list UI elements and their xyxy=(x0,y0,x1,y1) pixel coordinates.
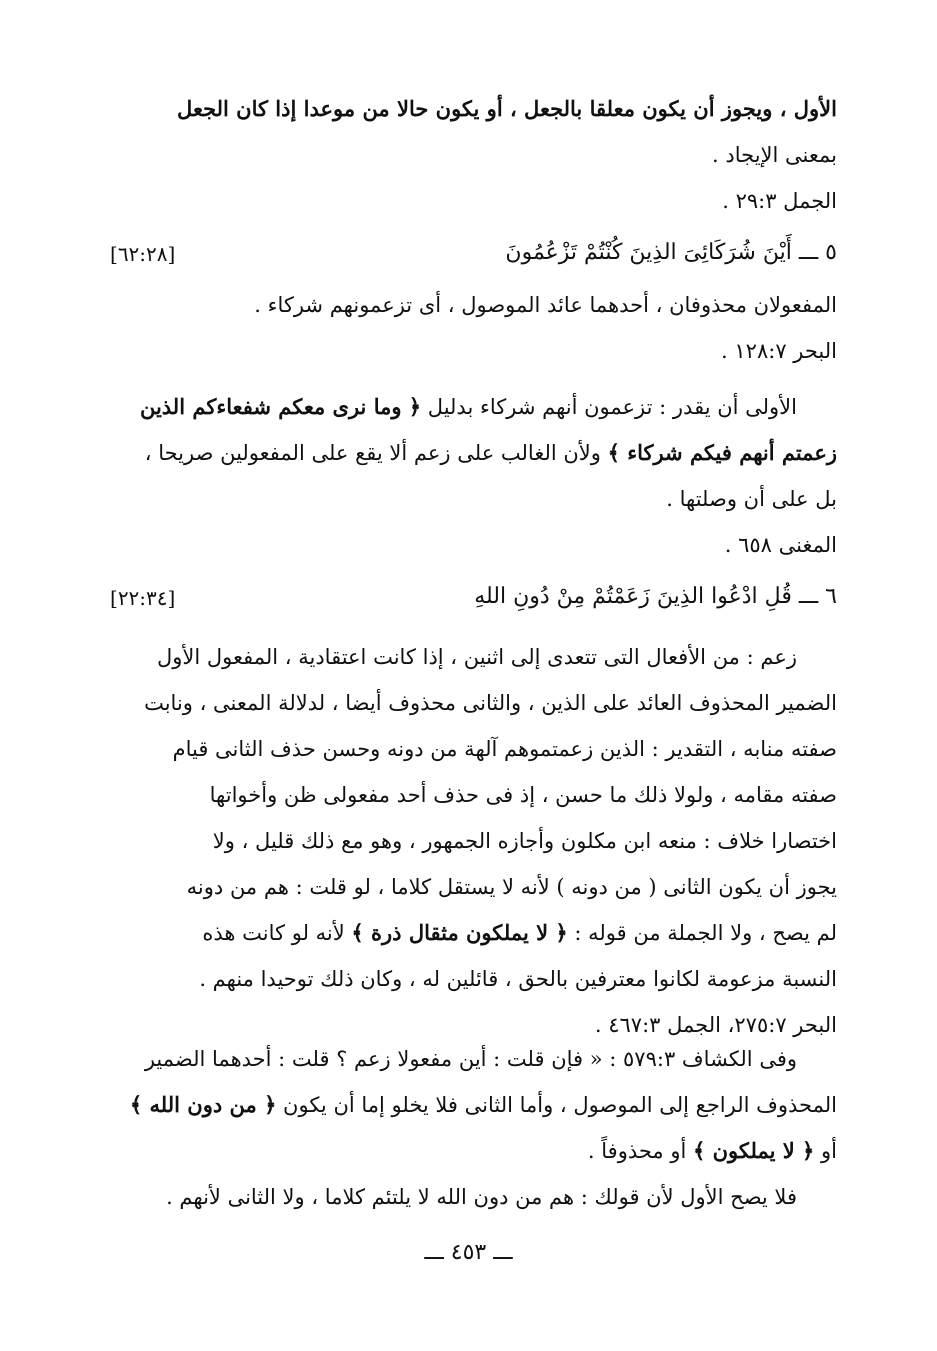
paragraph-intro xyxy=(110,86,837,224)
reference-line: البحر ١٢٨:٧ . xyxy=(721,339,837,363)
text-line: الضمير المحذوف العائد على الذين ، والثانى محذوف أيضا ، لدلالة المعنى ، ونابت xyxy=(144,691,837,715)
paragraph-5-explanation xyxy=(110,384,837,568)
verse-text: ٦ ـــ قُلِ ادْعُوا الذِينَ زَعَمْتُمْ مِنْ دُونِ اللهِ xyxy=(474,584,837,609)
verse-heading-5 xyxy=(110,240,837,280)
quran-quote: ﴿ وما نرى معكم شفعاءكم الذين xyxy=(139,394,422,419)
text-line: صفته مقامه ، ولولا ذلك ما حسن ، إذ فى حذف أحد مفعولى ظن وأخواتها xyxy=(209,783,837,807)
text-line: زعمتم أنهم فيكم شركاء ﴾ ولأن الغالب على زعم ألا يقع على المفعولين صريحا ، xyxy=(144,440,837,465)
verse-text: ٥ ـــ أَيْنَ شُرَكَائِىَ الذِينَ كُنْتُمْ تَزْعُمُونَ xyxy=(505,240,837,265)
text-line: الأولى أن يقدر : تزعمون أنهم شركاء بدليل ﴿ وما نرى معكم شفعاءكم الذين xyxy=(139,394,797,419)
text-line: المحذوف الراجع إلى الموصول ، وأما الثانى فلا يخلو إما أن يكون ﴿ من دون الله ﴾ xyxy=(129,1092,837,1117)
verse-heading-6 xyxy=(110,584,837,624)
text-line: صفته منابه ، التقدير : الذين زعمتموهم آلهة من دونه وحسن حذف الثانى قيام xyxy=(172,737,837,761)
text-line: فلا يصح الأول لأن قولك : هم من دون الله لا يلتئم كلاما ، ولا الثانى لأنهم . xyxy=(166,1185,797,1209)
paragraph-5-notes xyxy=(110,282,837,374)
text-line: بل على أن وصلتها . xyxy=(666,487,837,511)
quran-quote: ﴿ لا يملكون مثقال ذرة ﴾ xyxy=(351,920,568,945)
quran-quote: ﴿ من دون الله ﴾ xyxy=(129,1092,277,1117)
text-line: المفعولان محذوفان ، أحدهما عائد الموصول ، أى تزعمونهم شركاء . xyxy=(254,293,837,317)
reference-line: المغنى ٦٥٨ . xyxy=(724,533,837,557)
text-line: زعم : من الأفعال التى تتعدى إلى اثنين ، إذا كانت اعتقادية ، المفعول الأول xyxy=(156,645,797,669)
verse-reference: [٢٢:٣٤] xyxy=(110,586,176,610)
page-number: ـــ ٤٥٣ ـــ xyxy=(424,1240,513,1265)
text-line: وفى الكشاف ٥٧٩:٣ : « فإن قلت : أين مفعولا زعم ؟ قلت : أحدهما الضمير xyxy=(144,1047,797,1071)
text-line: لم يصح ، ولا الجملة من قوله : ﴿ لا يملكون مثقال ذرة ﴾ لأنه لو كانت هذه xyxy=(202,920,837,945)
text-line: اختصارا خلاف : منعه ابن مكلون وأجازه الجمهور ، وهو مع ذلك قليل ، ولا xyxy=(212,829,837,853)
text-line: النسبة مزعومة لكانوا معترفين بالحق ، قائلين له ، وكان ذلك توحيدا منهم . xyxy=(199,967,837,991)
text-line: يجوز أن يكون الثانى ( من دونه ) لأنه لا يستقل كلاما ، لو قلت : هم من دونه xyxy=(186,875,837,899)
text-line: أو ﴿ لا يملكون ﴾ أو محذوفاً . xyxy=(587,1138,837,1163)
quran-quote: ﴿ لا يملكون ﴾ xyxy=(693,1138,815,1163)
verse-reference: [٦٢:٢٨] xyxy=(110,242,176,266)
text-line: الأول ، ويجوز أن يكون معلقا بالجعل ، أو يكون حالا من موعدا إذا كان الجعل xyxy=(177,96,837,121)
reference-line: البحر ٢٧٥:٧، الجمل ٤٦٧:٣ . xyxy=(594,1013,837,1037)
reference-line: الجمل ٢٩:٣ . xyxy=(722,189,837,213)
quran-quote: زعمتم أنهم فيكم شركاء ﴾ xyxy=(607,440,837,465)
paragraph-kashshaf xyxy=(110,1036,837,1220)
paragraph-6-explanation xyxy=(110,634,837,1048)
text-line: بمعنى الإيجاد . xyxy=(712,143,837,167)
